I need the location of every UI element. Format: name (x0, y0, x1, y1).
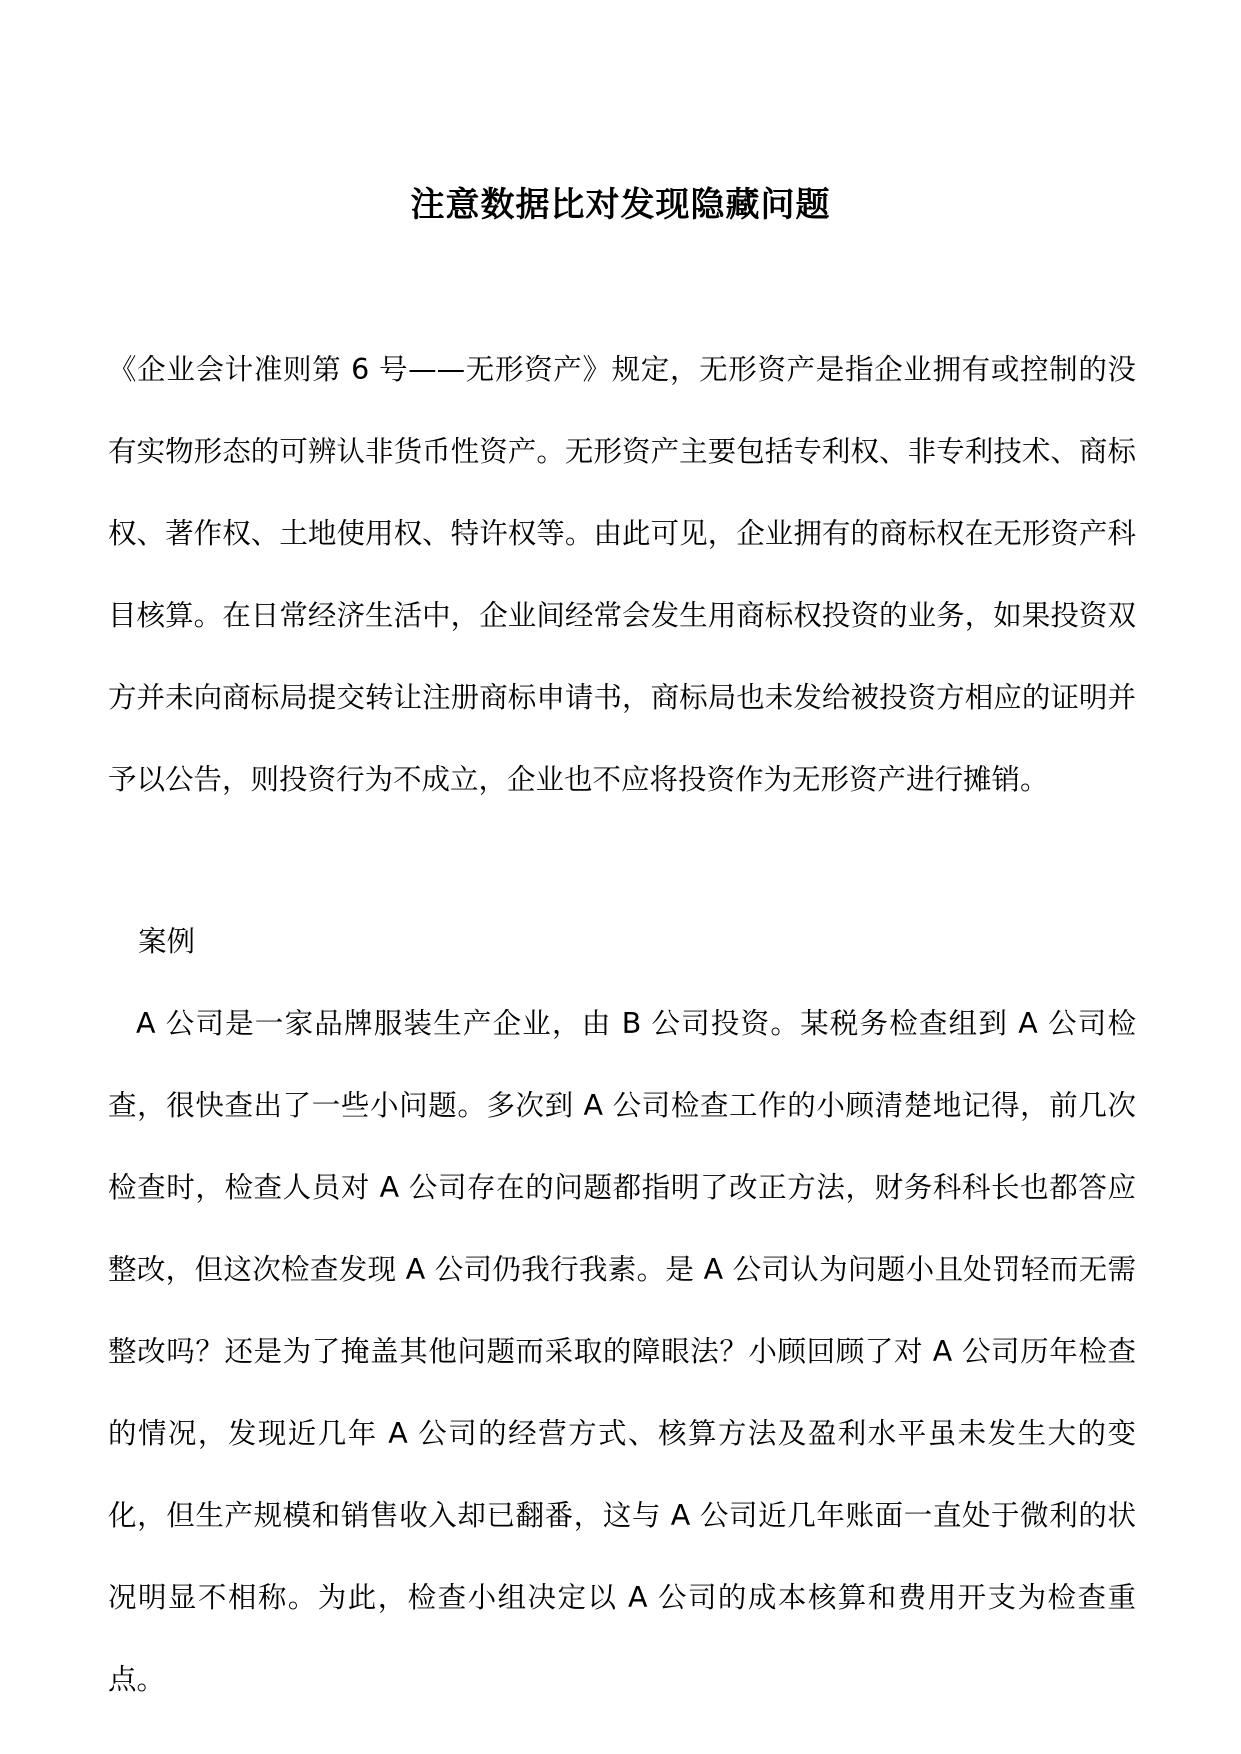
case-paragraph: A 公司是一家品牌服装生产企业，由 B 公司投资。某税务检查组到 A 公司检查，很快查出了一些小问题。多次到 A 公司检查工作的小顾清楚地记得，前几次检查时，检查人员对 A 公司存在的问题都指明了改正方法，财务科科长也都答应整改，但这次检查发现 A 公司仍我行我素。是 A 公司认为问题小且处罚轻而无需整改吗？还是为了掩盖其他问题而采取的障眼法？小顾回顾了对 A 公司历年检查的情况，发现近几年 A 公司的经营方式、核算方法及盈利水平虽未发生大的变化，但生产规模和销售收入却已翻番，这与 A 公司近几年账面一直处于微利的状况明显不相称。为此，检查小组决定以 A 公司的成本核算和费用开支为检查重点。 (108, 1007, 1136, 1696)
intro-paragraph: 《企业会计准则第 6 号——无形资产》规定，无形资产是指企业拥有或控制的没有实物形态的可辨认非货币性资产。无形资产主要包括专利权、非专利技术、商标权、著作权、土地使用权、特许权等。由此可见，企业拥有的商标权在无形资产科目核算。在日常经济生活中，企业间经常会发生用商标权投资的业务，如果投资双方并未向商标局提交转让注册商标申请书，商标局也未发给被投资方相应的证明并予以公告，则投资行为不成立，企业也不应将投资作为无形资产进行摊销。 (108, 353, 1136, 796)
document-title: 注意数据比对发现隐藏问题 (410, 184, 831, 225)
case-heading: 案例 (138, 925, 196, 958)
